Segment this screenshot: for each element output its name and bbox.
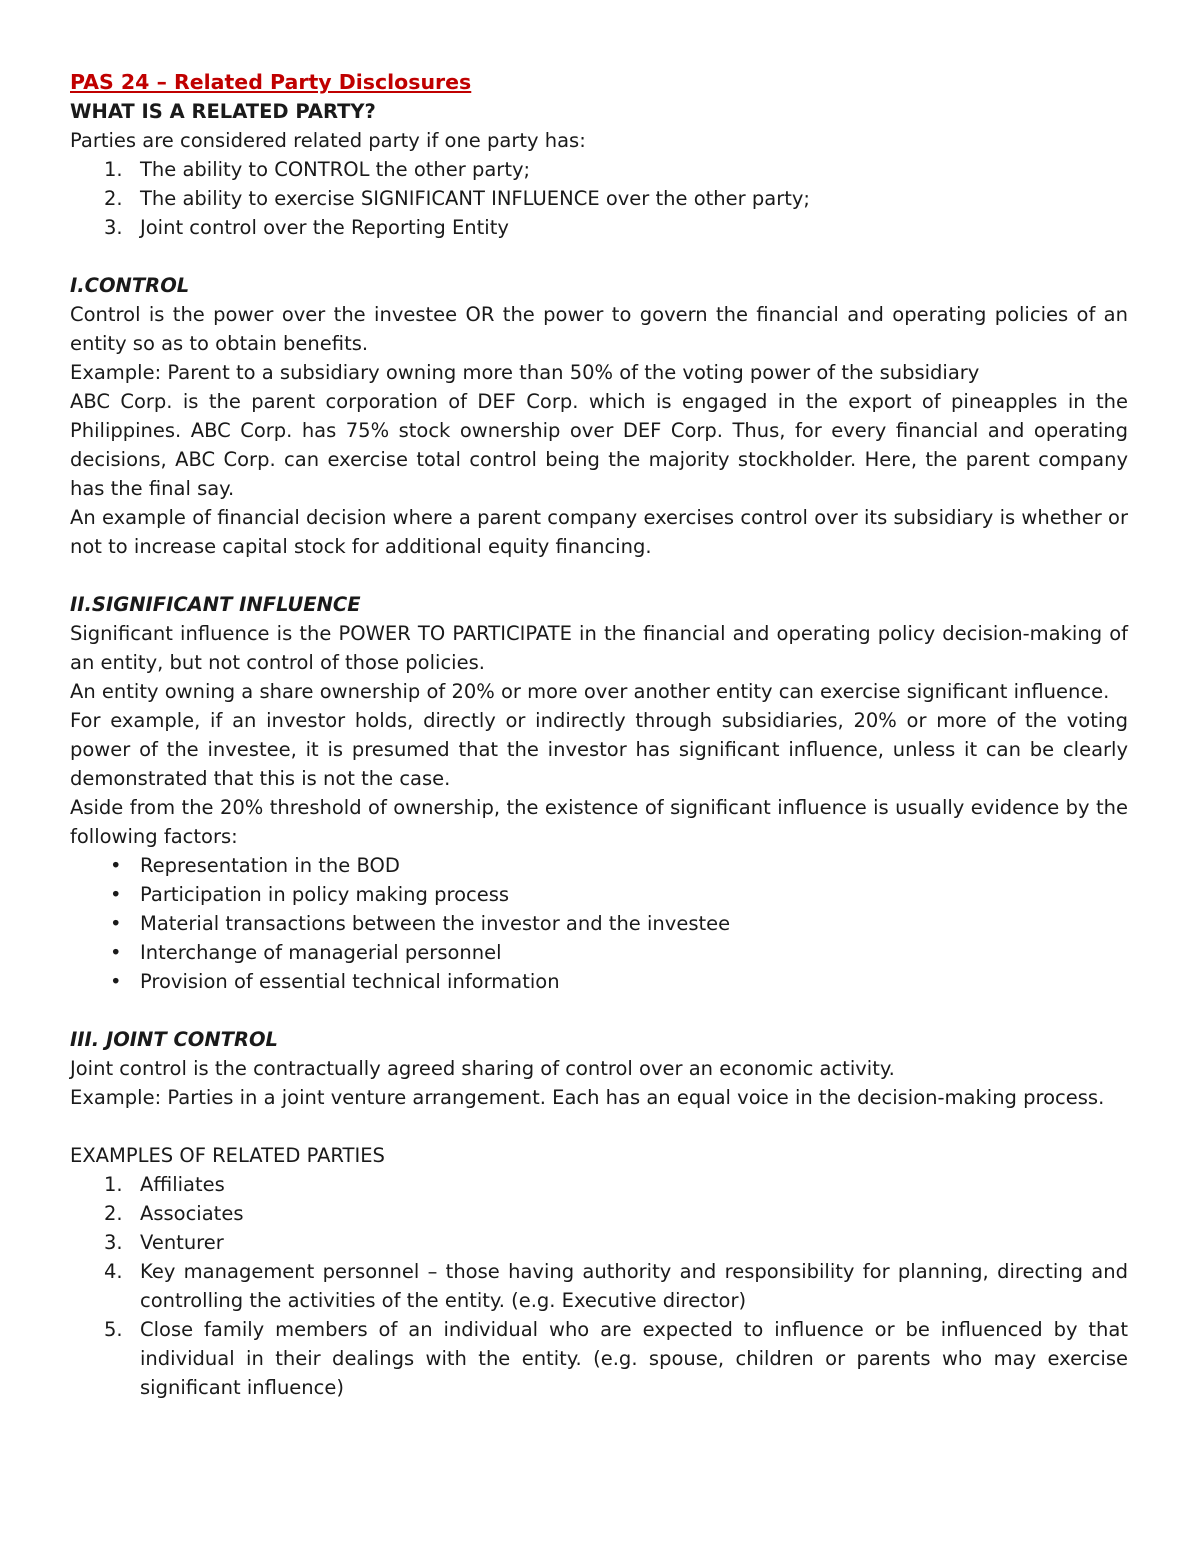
list-text: The ability to CONTROL the other party;: [140, 158, 531, 181]
control-paragraph: An example of financial decision where a parent company exercises control over its subsidiary is whether or not to increase capital stock for additional equity financing.: [70, 506, 1128, 558]
influence-paragraph: Aside from the 20% threshold of ownership, the existence of significant influence is usually evidence by the following factors:: [70, 796, 1128, 848]
list-item: [70, 909, 1128, 938]
bullet: •: [110, 883, 122, 906]
what-heading: WHAT IS A RELATED PARTY?: [70, 100, 376, 123]
joint-heading: III. JOINT CONTROL: [70, 1028, 278, 1051]
joint-paragraph: Example: Parties in a joint venture arrangement. Each has an equal voice in the decision-making process.: [70, 1086, 1105, 1109]
list-text: Representation in the BOD: [140, 854, 400, 877]
spacer: [70, 561, 1128, 590]
list-text: Close family members of an individual who are expected to influence or be influenced by that individual in their dealings with the entity. (e.g. spouse, children or parents who may exercise significant influence): [140, 1318, 1128, 1399]
list-item: [70, 851, 1128, 880]
list-item: [70, 1228, 1128, 1257]
list-text: Associates: [140, 1202, 244, 1225]
bullet: •: [110, 941, 122, 964]
spacer: [70, 1112, 1128, 1141]
list-item: [70, 1170, 1128, 1199]
spacer: [70, 242, 1128, 271]
control-paragraph: ABC Corp. is the parent corporation of DEF Corp. which is engaged in the export of pineapples in the Philippines. ABC Corp. has 75% stock ownership over DEF Corp. Thus, for every financial and operating decisions, ABC Corp. can exercise total control being the majority stockholder. Here, the parent company has the final say.: [70, 390, 1128, 500]
list-text: Joint control over the Reporting Entity: [140, 216, 509, 239]
intro-text: Parties are considered related party if one party has:: [70, 129, 586, 152]
list-text: Key management personnel – those having authority and responsibility for planning, directing and controlling the activities of the entity. (e.g. Executive director): [140, 1260, 1128, 1312]
list-number: 3.: [104, 216, 123, 239]
list-item: [70, 1315, 1128, 1402]
related-party-list: [70, 155, 1128, 242]
list-text: Participation in policy making process: [140, 883, 510, 906]
list-number: 4.: [104, 1260, 123, 1283]
list-number: 1.: [104, 158, 123, 181]
joint-paragraph: Joint control is the contractually agreed sharing of control over an economic activity.: [70, 1057, 895, 1080]
influence-paragraph: For example, if an investor holds, directly or indirectly through subsidiaries, 20% or more of the voting power of the investee, it is presumed that the investor has significant influence, unless it can be clearly demonstrated that this is not the case.: [70, 709, 1128, 790]
list-text: Venturer: [140, 1231, 224, 1254]
factor-list: [70, 851, 1128, 996]
list-item: [70, 155, 1128, 184]
list-item: [70, 880, 1128, 909]
list-text: Interchange of managerial personnel: [140, 941, 502, 964]
spacer: [70, 996, 1128, 1025]
influence-heading: II.SIGNIFICANT INFLUENCE: [70, 593, 361, 616]
bullet: •: [110, 912, 122, 935]
list-item: [70, 938, 1128, 967]
document-title: PAS 24 – Related Party Disclosures: [70, 70, 472, 94]
examples-list: [70, 1170, 1128, 1402]
list-item: [70, 1257, 1128, 1315]
list-number: 1.: [104, 1173, 123, 1196]
list-item: [70, 1199, 1128, 1228]
control-paragraph: Control is the power over the investee OR the power to govern the financial and operating policies of an entity so as to obtain benefits.: [70, 303, 1128, 355]
list-text: Provision of essential technical information: [140, 970, 560, 993]
list-number: 2.: [104, 187, 123, 210]
control-example: Example: Parent to a subsidiary owning more than 50% of the voting power of the subsidiary: [70, 361, 980, 384]
list-item: [70, 184, 1128, 213]
list-text: Affiliates: [140, 1173, 225, 1196]
list-text: The ability to exercise SIGNIFICANT INFLUENCE over the other party;: [140, 187, 810, 210]
list-item: [70, 967, 1128, 996]
list-number: 3.: [104, 1231, 123, 1254]
list-number: 5.: [104, 1318, 123, 1341]
bullet: •: [110, 970, 122, 993]
list-number: 2.: [104, 1202, 123, 1225]
examples-heading: EXAMPLES OF RELATED PARTIES: [70, 1144, 385, 1167]
control-heading: I.CONTROL: [70, 274, 190, 297]
influence-paragraph: An entity owning a share ownership of 20% or more over another entity can exercise significant influence.: [70, 680, 1110, 703]
bullet: •: [110, 854, 122, 877]
list-text: Material transactions between the investor and the investee: [140, 912, 731, 935]
document-body: [70, 68, 1128, 1402]
list-item: [70, 213, 1128, 242]
influence-paragraph: Significant influence is the POWER TO PARTICIPATE in the financial and operating policy decision-making of an entity, but not control of those policies.: [70, 622, 1128, 674]
